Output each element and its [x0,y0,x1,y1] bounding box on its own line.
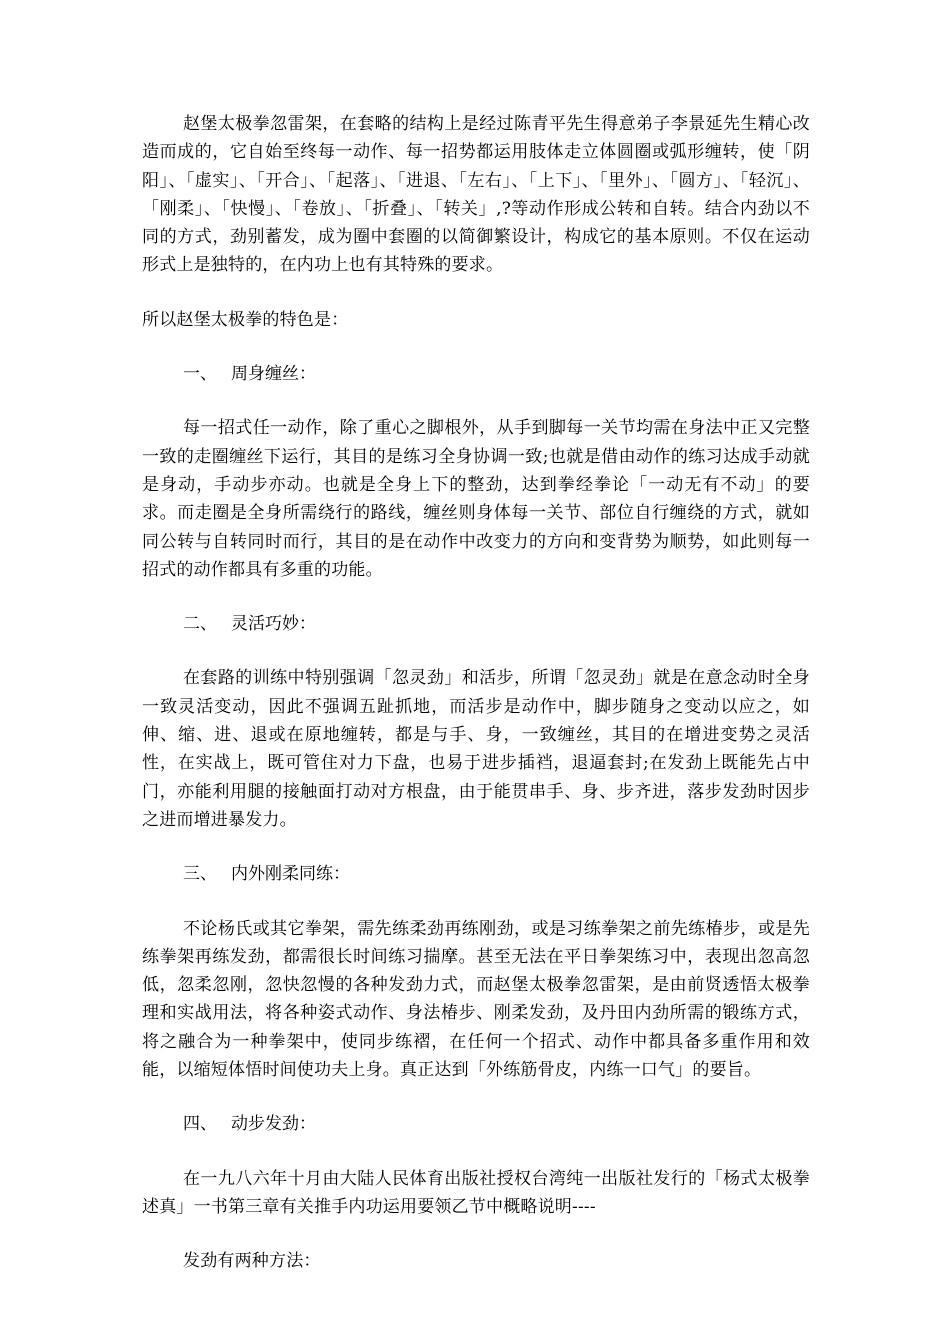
document-page [142,110,810,1302]
section-title: 灵活巧妙： [231,614,316,635]
section-number: 四、 [183,1114,217,1135]
section-number: 二、 [183,614,217,635]
section-heading-2 [142,610,810,638]
section-body-4: 在一九八六年十月由大陆人民体育出版社授权台湾纯一出版社发行的「杨式太极拳述真」一书第三章有关推手内功运用要领乙节中概略说明---- [142,1168,810,1217]
section-body-2: 在套路的训练中特别强调「忽灵劲」和活步，所谓「忽灵劲」就是在意念动时全身一致灵活变动，因此不强调五趾抓地，而活步是动作中，脚步随身之变动以应之，如伸、缩、进、退或在原地缠转，都是与手、身，一致缠丝，其目的在增进变势之灵活性，在实战上，既可管住对力下盘，也易于进步插裆，退逼套封;在发劲上既能先占中门，亦能利用腿的接触面打动对方根盘，由于能贯串手、身、步齐进，落步发劲时因步之进而增进暴发力。 [142,668,810,830]
section-number: 一、 [183,364,217,385]
section-body-3: 不论杨氏或其它拳架，需先练柔劲再练刚劲，或是习练拳架之前先练椿步，或是先练拳架再练发劲，都需很长时间练习揣摩。甚至无法在平日拳架练习中，表现出忽高忽低，忽柔忽刚，忽快忽慢的各种发劲力式，而赵堡太极拳忽雷架，是由前贤透悟太极拳理和实战用法，将各种姿式动作、身法椿步、刚柔发劲，及丹田内劲所需的锻练方式，将之融合为一种拳架中，使同步练褶，在任何一个招式、动作中都具备多重作用和效能，以缩短体悟时间使功夫上身。真正达到「外练筋骨皮，内练一口气」的要旨。 [142,918,810,1081]
intro-paragraph: 赵堡太极拳忽雷架，在套略的结构上是经过陈青平先生得意弟子李景延先生精心改造而成的，它自始至终每一动作、每一招势都运用肢体走立体圆圈或弧形缠转，使「阴阳」、「虚实」、「开合」、「起落」、「进退、「左右」、「上下」、「里外」、「圆方」、「轻沉」、「刚柔」、「快慢」、「卷放」、「折叠」、「转关」,?等动作形成公转和自转。结合内劲以不同的方式，劲别蓄发，成为圈中套圈的以简御繁设计，构成它的基本原则。不仅在运动形式上是独特的，在内功上也有其特殊的要求。 [142,114,810,276]
section-heading-1 [142,360,810,388]
section-number: 三、 [183,864,217,885]
section-title: 周身缠丝： [231,364,316,385]
closing-line: 发劲有两种方法： [183,1251,321,1272]
section-title: 内外刚柔同练： [231,864,350,885]
section-title: 动步发劲： [231,1114,316,1135]
section-heading-4 [142,1110,810,1138]
section-body-1: 每一招式任一动作，除了重心之脚根外，从手到脚每一关节均需在身法中正又完整一致的走圈缠丝下运行，其目的是练习全身协调一致;也就是借由动作的练习达成手动就是身动，手动步亦动。也就是全身上下的整劲，达到拳经拳论「一动无有不动」的要求。而走圈是全身所需绕行的路线，缠丝则身体每一关节、部位自行缠绕的方式，就如同公转与自转同时而行，其目的是在动作中改变力的方向和变背势为顺势，如此则每一招式的动作都具有多重的功能。 [142,418,810,580]
section-heading-3 [142,860,810,888]
feature-intro: 所以赵堡太极拳的特色是： [142,309,349,330]
